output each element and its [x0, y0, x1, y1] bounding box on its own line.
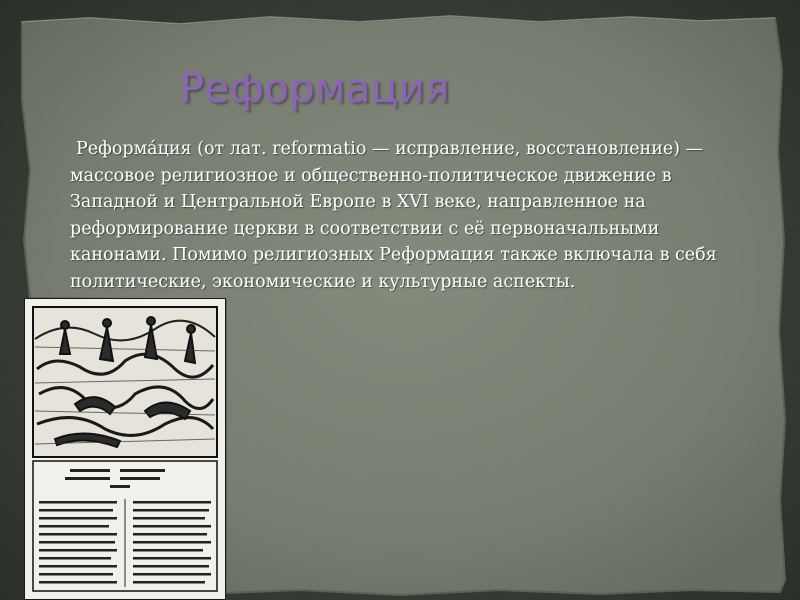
paragraph-text: Реформа́ция (от лат. reformatio — исправление, восстановление) — массовое религиозное и общественно-политическое движение в Западной и Центральной Европе в XVI веке, направленное на реформирование церкви в соответствии с её первоначальными канонами. Помимо религиозных Реформация также включала в себя политические, экономические и культурные аспекты. [70, 139, 717, 292]
woodcut-engraving-image [24, 298, 226, 600]
definition-paragraph [70, 136, 750, 295]
slide-title: Реформация [180, 66, 450, 112]
